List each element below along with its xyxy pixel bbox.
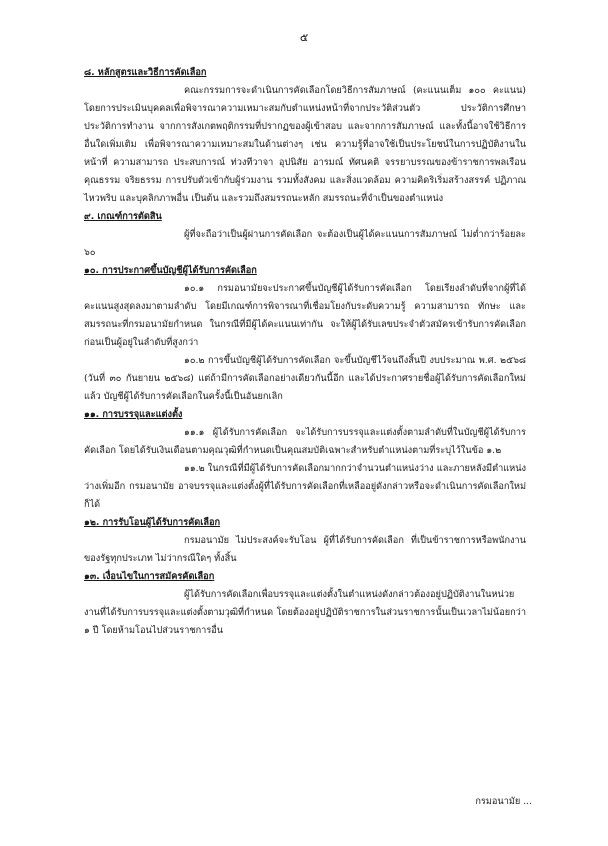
page-number: ๕	[299, 31, 309, 44]
section-paragraph: ๑๐.๒ การขึ้นบัญชีผู้ได้รับการคัดเลือก จะขึ้นบัญชีไว้จนถึงสิ้นปี งบประมาณ พ.ศ. ๒๕๖๘ (วันที่ ๓๐ กันยายน ๒๕๖๘) แต่ถ้ามีการคัดเลือกอย่างเดียวกันนี้อีก และได้ประกาศรายชื่อผู้ได้รับการคัดเลือกใหม่แล้ว บัญชีผู้ได้รับการคัดเลือกในครั้งนี้เป็นอันยกเลิก	[84, 355, 526, 402]
section-paragraph: ๑๐.๑ กรมอนามัยจะประกาศขึ้นบัญชีผู้ได้รับการคัดเลือก โดยเรียงลำดับที่จากผู้ที่ได้คะแนนสูงสุดลงมาตามลำดับ โดยมีเกณฑ์การพิจารณาที่เชื่อมโยงกับระดับความรู้ ความสามารถ ทักษะ และสมรรถนะที่กรมอนามัยกำหนด ในกรณีที่มีผู้ได้คะแนนเท่ากัน จะให้ผู้ได้รับเลขประจำตัวสมัครเข้ารับการคัดเลือกก่อนเป็นผู้อยู่ในลำดับที่สูงกว่า	[84, 283, 526, 348]
section-paragraph: ๑๑.๑ ผู้ได้รับการคัดเลือก จะได้รับการบรรจุและแต่งตั้งตามลำดับที่ในบัญชีผู้ได้รับการคัดเลือก โดยได้รับเงินเดือนตามคุณวุฒิที่กำหนดเป็นคุณสมบัติเฉพาะสำหรับตำแหน่งตามที่ระบุไว้ในข้อ ๑.๒	[84, 427, 526, 456]
section-heading: ๙. เกณฑ์การตัดสิน	[84, 211, 162, 222]
section-9	[84, 208, 526, 262]
section-heading: ๑๐. การประกาศขึ้นบัญชีผู้ได้รับการคัดเลือก	[84, 265, 257, 276]
section-paragraph: ผู้ที่จะถือว่าเป็นผู้ผ่านการคัดเลือก จะต้องเป็นผู้ได้คะแนนการสัมภาษณ์ ไม่ต่ำกว่าร้อยละ ๖๐	[84, 229, 526, 258]
section-10	[84, 262, 526, 406]
section-8	[84, 64, 526, 208]
section-heading: ๑๒. การรับโอนผู้ได้รับการคัดเลือก	[84, 517, 221, 528]
section-11	[84, 406, 526, 514]
section-heading: ๘. หลักสูตรและวิธีการคัดเลือก	[84, 67, 207, 78]
section-13	[84, 568, 526, 640]
section-paragraph: กรมอนามัย ไม่ประสงค์จะรับโอน ผู้ที่ได้รับการคัดเลือก ที่เป็นข้าราชการหรือพนักงานของรัฐทุกประเภท ไม่ว่ากรณีใดๆ ทั้งสิ้น	[84, 535, 526, 564]
section-heading: ๑๑. การบรรจุและแต่งตั้ง	[84, 409, 183, 420]
section-paragraph: คณะกรรมการจะดำเนินการคัดเลือกโดยวิธีการสัมภาษณ์ (คะแนนเต็ม ๑๐๐ คะแนน) โดยการประเมินบุคคลเพื่อพิจารณาความเหมาะสมกับตำแหน่งหน้าที่จากประวัติส่วนตัว ประวัติการศึกษา ประวัติการทำงาน จากการสังเกตพฤติกรรมที่ปรากฏของผู้เข้าสอบ และจากการสัมภาษณ์ และทั้งนี้อาจใช้วิธีการอื่นใดเพิ่มเติม เพื่อพิจารณาความเหมาะสมในด้านต่างๆ เช่น ความรู้ที่อาจใช้เป็นประโยชน์ในการปฏิบัติงานในหน้าที่ ความสามารถ ประสบการณ์ ท่วงทีวาจา อุปนิสัย อารมณ์ ทัศนคติ จรรยาบรรณของข้าราชการพลเรือน คุณธรรม จริยธรรม การปรับตัวเข้ากับผู้ร่วมงาน รวมทั้งสังคม และสิ่งแวดล้อม ความคิดริเริ่มสร้างสรรค์ ปฏิภาณไหวพริบ และบุคลิกภาพอื่น เป็นต้น และรวมถึงสมรรถนะหลัก สมรรถนะที่จำเป็นของตำแหน่ง	[84, 85, 526, 204]
footer-continuation: กรมอนามัย ...	[475, 796, 532, 807]
section-paragraph: ผู้ได้รับการคัดเลือกเพื่อบรรจุและแต่งตั้งในตำแหน่งดังกล่าวต้องอยู่ปฏิบัติงานในหน่วยงานที่ได้รับการบรรจุและแต่งตั้งตามวุฒิที่กำหนด โดยต้องอยู่ปฏิบัติราชการในส่วนราชการนั้นเป็นเวลาไม่น้อยกว่า ๑ ปี โดยห้ามโอนไปส่วนราชการอื่น	[84, 589, 526, 636]
section-heading: ๑๓. เงื่อนไขในการสมัครคัดเลือก	[84, 571, 215, 582]
section-paragraph: ๑๑.๒ ในกรณีที่มีผู้ได้รับการคัดเลือกมากกว่าจำนวนตำแหน่งว่าง และภายหลังมีตำแหน่งว่างเพิ่มอีก กรมอนามัย อาจบรรจุและแต่งตั้งผู้ที่ได้รับการคัดเลือกที่เหลืออยู่ดังกล่าวหรือจะดำเนินการคัดเลือกใหม่ก็ได้	[84, 463, 526, 510]
document-body	[84, 64, 526, 640]
section-12	[84, 514, 526, 568]
